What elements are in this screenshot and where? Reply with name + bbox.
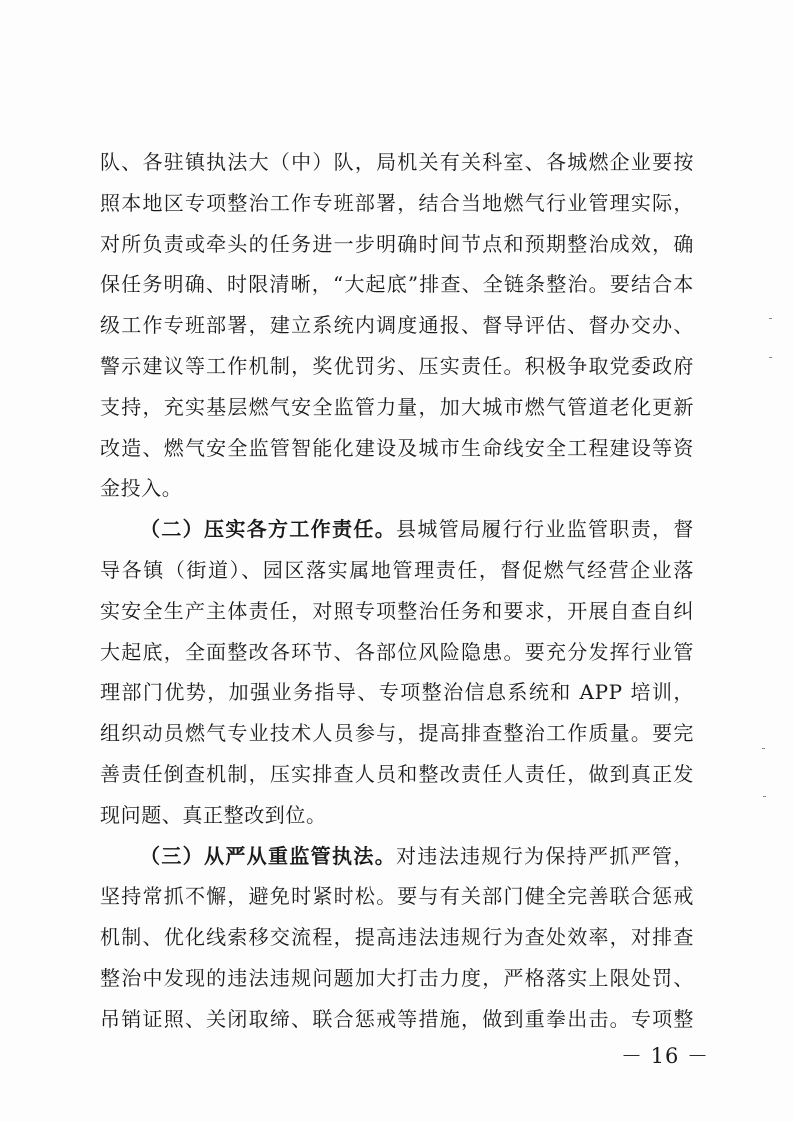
- scan-mark: [763, 796, 766, 797]
- paragraph-1-line-1: 队、各驻镇执法大（中）队，局机关有关科室、各城燃企业要按: [100, 150, 694, 174]
- scan-mark: [769, 357, 772, 358]
- paragraph-2-line-7: 善责任倒查机制，压实排查人员和整改责任人责任，做到真正发: [100, 761, 694, 786]
- section-heading-2: （二）压实各方工作责任。: [140, 517, 397, 542]
- paragraph-2-first-line: [100, 509, 694, 550]
- scan-mark: [762, 748, 765, 749]
- section-heading-3: （三）从严从重监管执法。: [140, 843, 397, 868]
- paragraph-2-first-line-text: 县城管局履行行业监管职责，督: [396, 517, 694, 542]
- paragraph-1-line-2: 照本地区专项整治工作专班部署，结合当地燃气行业管理实际，: [100, 190, 694, 215]
- paragraph-2-line-2: 导各镇（街道）、园区落实属地管理责任，督促燃气经营企业落: [100, 557, 694, 582]
- paragraph-1-line-7: 支持，充实基层燃气安全监管力量，加大城市燃气管道老化更新: [100, 394, 694, 419]
- paragraph-3-first-line-text: 对违法违规行为保持严抓严管，: [396, 843, 694, 868]
- page-number: － 16 －: [620, 1044, 710, 1068]
- paragraph-1-line-3: 对所负责或牵头的任务进一步明确时间节点和预期整治成效，确: [100, 231, 694, 256]
- paragraph-3-line-3: 机制、优化线索移交流程，提高违法违规行为查处效率，对排查: [100, 925, 694, 950]
- paragraph-3-line-4: 整治中发现的违法违规问题加大打击力度，严格落实上限处罚、: [100, 965, 694, 990]
- scan-mark: [769, 318, 772, 319]
- paragraph-2-line-4: 大起底，全面整改各环节、各部位风险隐患。要充分发挥行业管: [100, 639, 694, 664]
- paragraph-1-line-9: 金投入。: [100, 476, 183, 501]
- paragraph-3-line-5: 吊销证照、关闭取缔、联合惩戒等措施，做到重拳出击。专项整: [100, 1006, 694, 1031]
- paragraph-2-line-8: 现问题、真正整改到位。: [100, 802, 327, 827]
- paragraph-2-line-6: 组织动员燃气专业技术人员参与，提高排查整治工作质量。要完: [100, 721, 694, 746]
- paragraph-2-line-3: 实安全生产主体责任，对照专项整治任务和要求，开展自查自纠: [100, 598, 694, 623]
- body-text: [100, 142, 694, 1040]
- paragraph-1-line-5: 级工作专班部署，建立系统内调度通报、督导评估、督办交办、: [100, 313, 694, 338]
- paragraph-1-line-6: 警示建议等工作机制，奖优罚劣、压实责任。积极争取党委政府: [100, 353, 694, 378]
- paragraph-1-line-4: 保任务明确、时限清晰，“大起底”排查、全链条整治。要结合本: [100, 272, 694, 297]
- paragraph-3-line-2: 坚持常抓不懈，避免时紧时松。要与有关部门健全完善联合惩戒: [100, 884, 694, 909]
- paragraph-3-first-line: [100, 836, 694, 877]
- paragraph-1-line-8: 改造、燃气安全监管智能化建设及城市生命线安全工程建设等资: [100, 435, 694, 460]
- paragraph-2-line-5: 理部门优势，加强业务指导、专项整治信息系统和 APP 培训，: [100, 680, 694, 705]
